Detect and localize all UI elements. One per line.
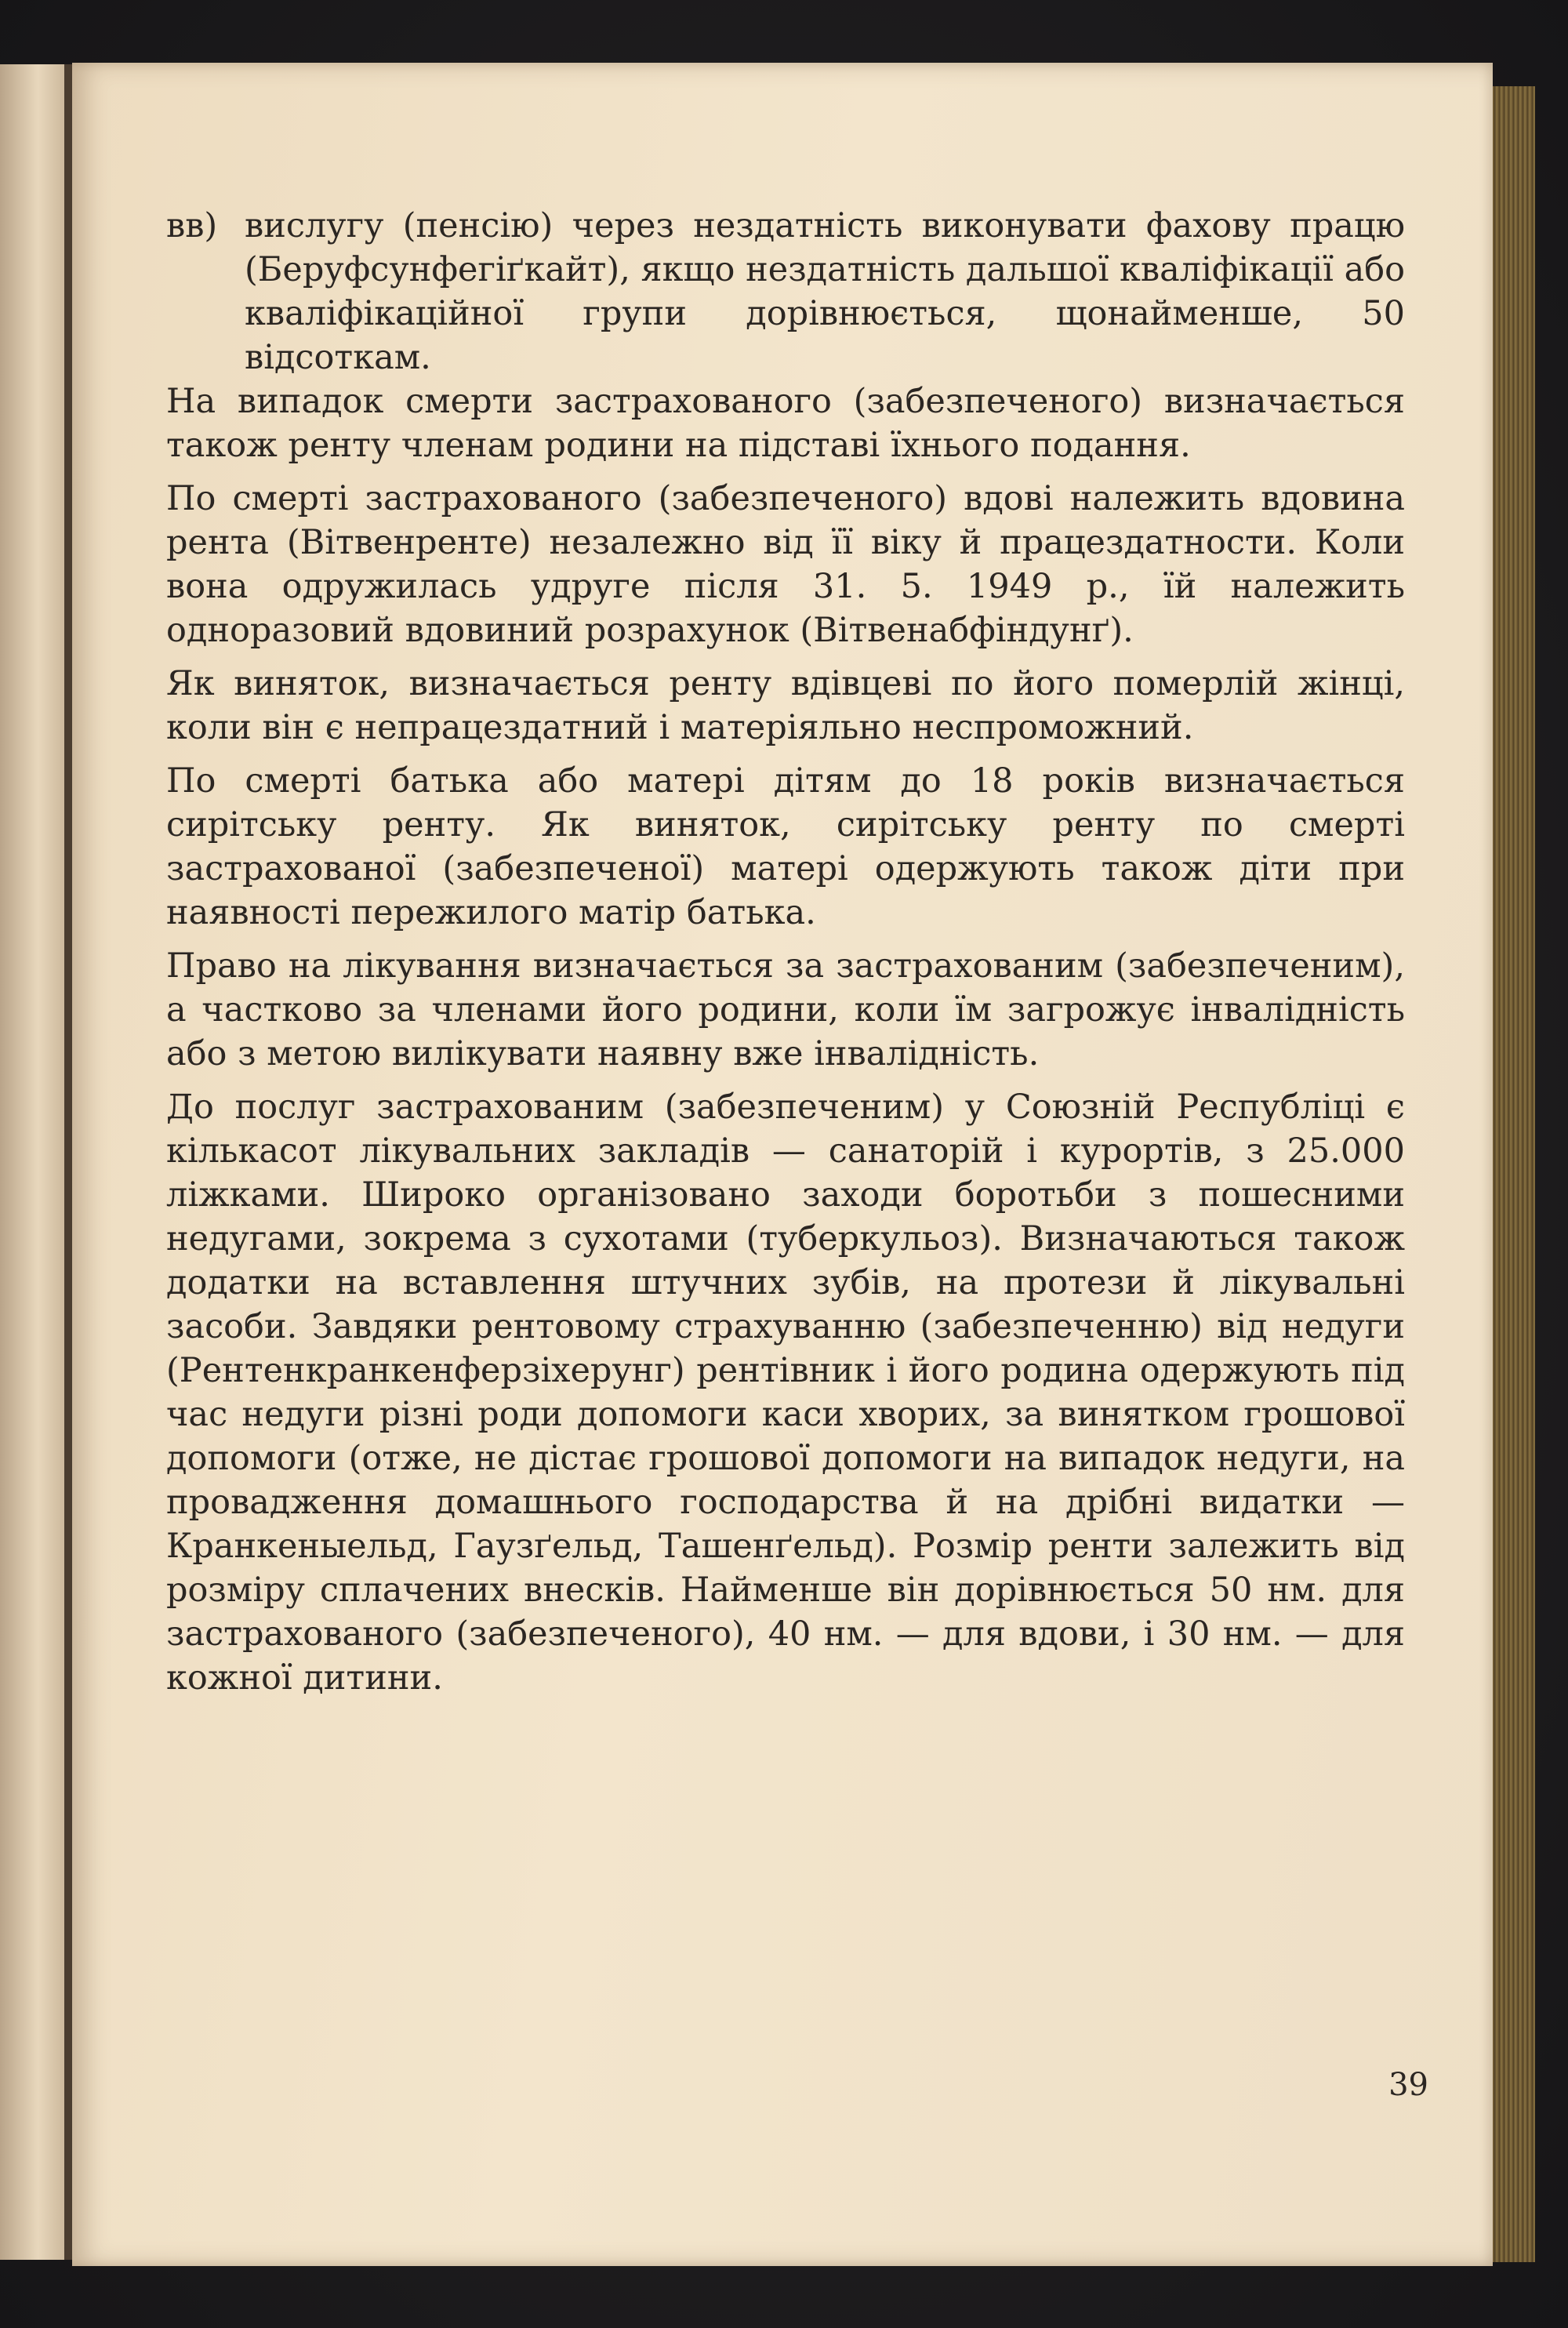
paragraph-1: На випадок смерти застрахованого (забезпеченого) визначається також ренту членам родини на підставі їхнього подання. (166, 382, 1405, 465)
list-item (166, 204, 1405, 380)
list-marker: вв) (166, 206, 218, 245)
paragraph-6: До послуг застрахованим (забезпеченим) у Союзній Республіці є кількасот лікувальних закладів — санаторій і курортів, з 25.000 ліжками. Широко організовано заходи боротьби з пошесними недугами, зокрема з сухотами (туберкульоз). Визначаються також додатки на вставлення штучних зубів, на протези й лікувальні засоби. Завдяки рентовому страхуванню (забезпеченню) від недуги (Рентенкранкенферзіхерунг) рентівник і його родина одержують під час недуги різні роди допомоги каси хворих, за винятком грошової допомоги (отже, не дістає грошової допомоги на випадок недуги, на провадження домашнього господарства й на дрібні видатки — Кранкеныельд, Гаузґельд, Ташенґельд). Розмір ренти залежить від розміру сплачених внесків. Найменше він дорівнюється 50 нм. для застрахованого (забезпеченого), 40 нм. — для вдови, і 30 нм. — для кожної дитини. (166, 1088, 1405, 1698)
left-page-shadow (64, 64, 72, 2260)
page-number: 39 (1388, 2067, 1428, 2103)
paragraph-2: По смерті застрахованого (забезпеченого) вдові належить вдовина рента (Вітвенренте) незалежно від її віку й працездатности. Коли вона одружилась удруге після 31. 5. 1949 р., їй належить одноразовий вдовиний розрахунок (Вітвенабфіндунґ). (166, 479, 1405, 650)
paragraph-3: Як виняток, визначається ренту вдівцеві по його померлій жінці, коли він є непрацездатний і матеріяльно неспроможний. (166, 664, 1405, 747)
list-item-text: вислугу (пенсію) через нездатність виконувати фахову працю (Беруфсунфегіґкайт), якщо нездатність дальшої кваліфікації або кваліфікаційної групи дорівнюється, щонайменше, 50 відсоткам. (245, 206, 1405, 377)
paragraph-5: Право на лікування визначається за застрахованим (забезпеченим), а частково за членами його родини, коли їм загрожує інвалідність або з метою вилікувати наявну вже інвалідність. (166, 946, 1405, 1073)
paragraph-4: По смерті батька або матері дітям до 18 років визначається сирітську ренту. Як виняток, сирітську ренту по смерті застрахованої (забезпеченої) матері одержують також діти при наявності пережилого матір батька. (166, 761, 1405, 932)
book-page-edges (1490, 86, 1535, 2262)
left-page-edge (0, 64, 69, 2260)
book-page (72, 63, 1493, 2266)
page-text (166, 204, 1405, 1709)
